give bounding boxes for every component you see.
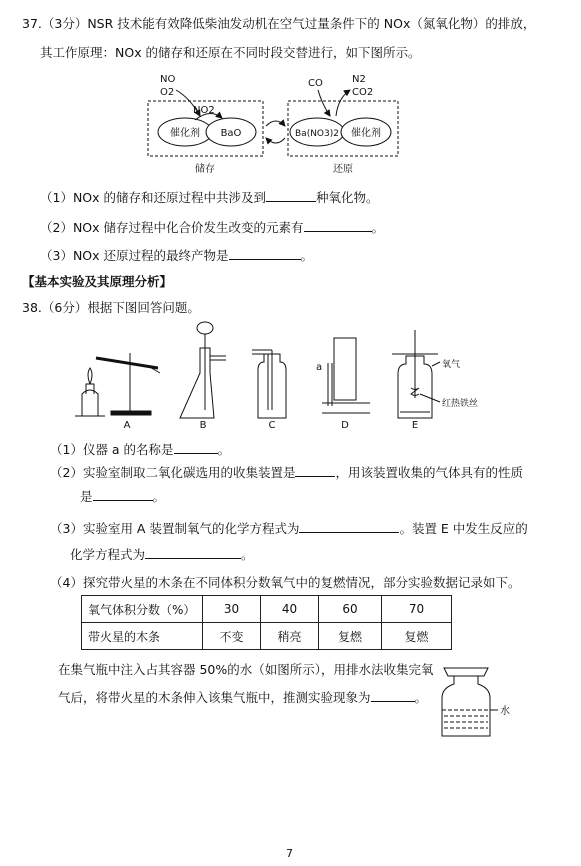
answer-blank[interactable]	[229, 247, 301, 260]
table-cell: 30	[203, 596, 261, 623]
q38-sub3-line2: 化学方程式为 。	[70, 547, 254, 562]
section-heading: 【基本实验及其原理分析】	[22, 274, 173, 289]
table-cell: 不变	[203, 623, 261, 650]
q37-line2: 其工作原理：NOx 的储存和还原在不同时段交替进行，如下图所示。	[40, 45, 421, 60]
no-in-label: NO	[160, 74, 176, 85]
reduce-caption: 还原	[333, 164, 353, 175]
table-header-cell: 氧气体积分数（%）	[82, 596, 203, 623]
table-cell: 70	[382, 596, 452, 623]
q38-sub1: （1）仪器 a 的名称是 。	[50, 442, 231, 457]
water-label: 水	[500, 706, 510, 717]
table-cell: 复燃	[382, 623, 452, 650]
answer-blank[interactable]	[304, 219, 372, 232]
water-bottle-figure	[432, 664, 522, 744]
label-hot-wire: 红热铁丝	[442, 399, 479, 409]
table-cell: 40	[261, 596, 319, 623]
apparatus-a	[75, 353, 160, 416]
table-cell: 60	[319, 596, 382, 623]
q37-sub3: （3）NOx 还原过程的最终产物是 。	[40, 248, 314, 263]
table-cell: 复燃	[319, 623, 382, 650]
table-row	[82, 596, 452, 623]
table-header-cell: 带火星的木条	[82, 623, 203, 650]
table-cell: 稍亮	[261, 623, 319, 650]
q38-line1: 38.（6分）根据下图回答问题。	[22, 300, 200, 315]
bao-label: BaO	[220, 128, 242, 139]
app-label-e: E	[411, 420, 419, 430]
answer-blank[interactable]	[266, 189, 316, 202]
q38-sub3: （3）实验室用 A 装置制氧气的化学方程式为 。装置 E 中发生反应的	[50, 521, 528, 536]
arrow-reduce-out	[336, 90, 350, 116]
bano3-label: Ba(NO3)2	[295, 129, 339, 139]
answer-blank[interactable]	[93, 488, 153, 501]
answer-blank[interactable]	[145, 546, 241, 559]
app-label-c: C	[268, 420, 276, 430]
table-row	[82, 623, 452, 650]
co-label: CO	[308, 78, 323, 89]
answer-blank[interactable]	[371, 689, 415, 702]
answer-blank[interactable]	[299, 520, 399, 533]
n2-label: N2	[352, 74, 366, 85]
q38-sub2-line2: 是 。	[80, 489, 166, 504]
data-table	[81, 595, 452, 650]
no2-label: NO2	[193, 105, 215, 116]
apparatus-c	[252, 350, 286, 418]
apparatus-figure	[0, 318, 581, 430]
store-caption: 储存	[195, 164, 215, 175]
apparatus-d	[322, 338, 370, 413]
co2-label: CO2	[352, 87, 374, 98]
q38-tail2: 气后，将带火星的木条伸入该集气瓶中，推测实验现象为 。	[58, 690, 428, 705]
q37-sub1: （1）NOx 的储存和还原过程中共涉及到 种氧化物。	[40, 190, 379, 205]
nsr-diagram	[0, 68, 581, 178]
o2-in-label: O2	[160, 87, 175, 98]
q37-sub2: （2）NOx 储存过程中化合价发生改变的元素有 。	[40, 220, 385, 235]
q38-sub4: （4）探究带火星的木条在不同体积分数氧气中的复燃情况，部分实验数据记录如下。	[50, 575, 521, 590]
q38-sub2: （2）实验室制取二氧化碳选用的收集装置是 ，用该装置收集的气体具有的性质	[50, 465, 523, 480]
app-label-b: B	[199, 420, 207, 430]
catalyst-label-reduce: 催化剂	[351, 128, 381, 139]
apparatus-b	[180, 322, 226, 418]
apparatus-e	[392, 330, 440, 418]
answer-blank[interactable]	[295, 464, 335, 477]
page-number: 7	[286, 847, 293, 860]
catalyst-label-store: 催化剂	[170, 128, 200, 139]
q38-tail1: 在集气瓶中注入占其容器 50%的水（如图所示），用排水法收集完氧	[58, 662, 434, 677]
answer-blank[interactable]	[174, 441, 218, 454]
label-a-instrument: a	[316, 362, 323, 373]
q37-line1: 37.（3分）NSR 技术能有效降低柴油发动机在空气过量条件下的 NOx（氮氧化物）的排放，	[22, 16, 536, 31]
cycle-arrows	[266, 121, 285, 126]
app-label-d: D	[341, 420, 349, 430]
app-label-a: A	[123, 420, 131, 430]
arrow-co	[318, 90, 330, 116]
label-oxygen: 氧气	[442, 360, 461, 370]
